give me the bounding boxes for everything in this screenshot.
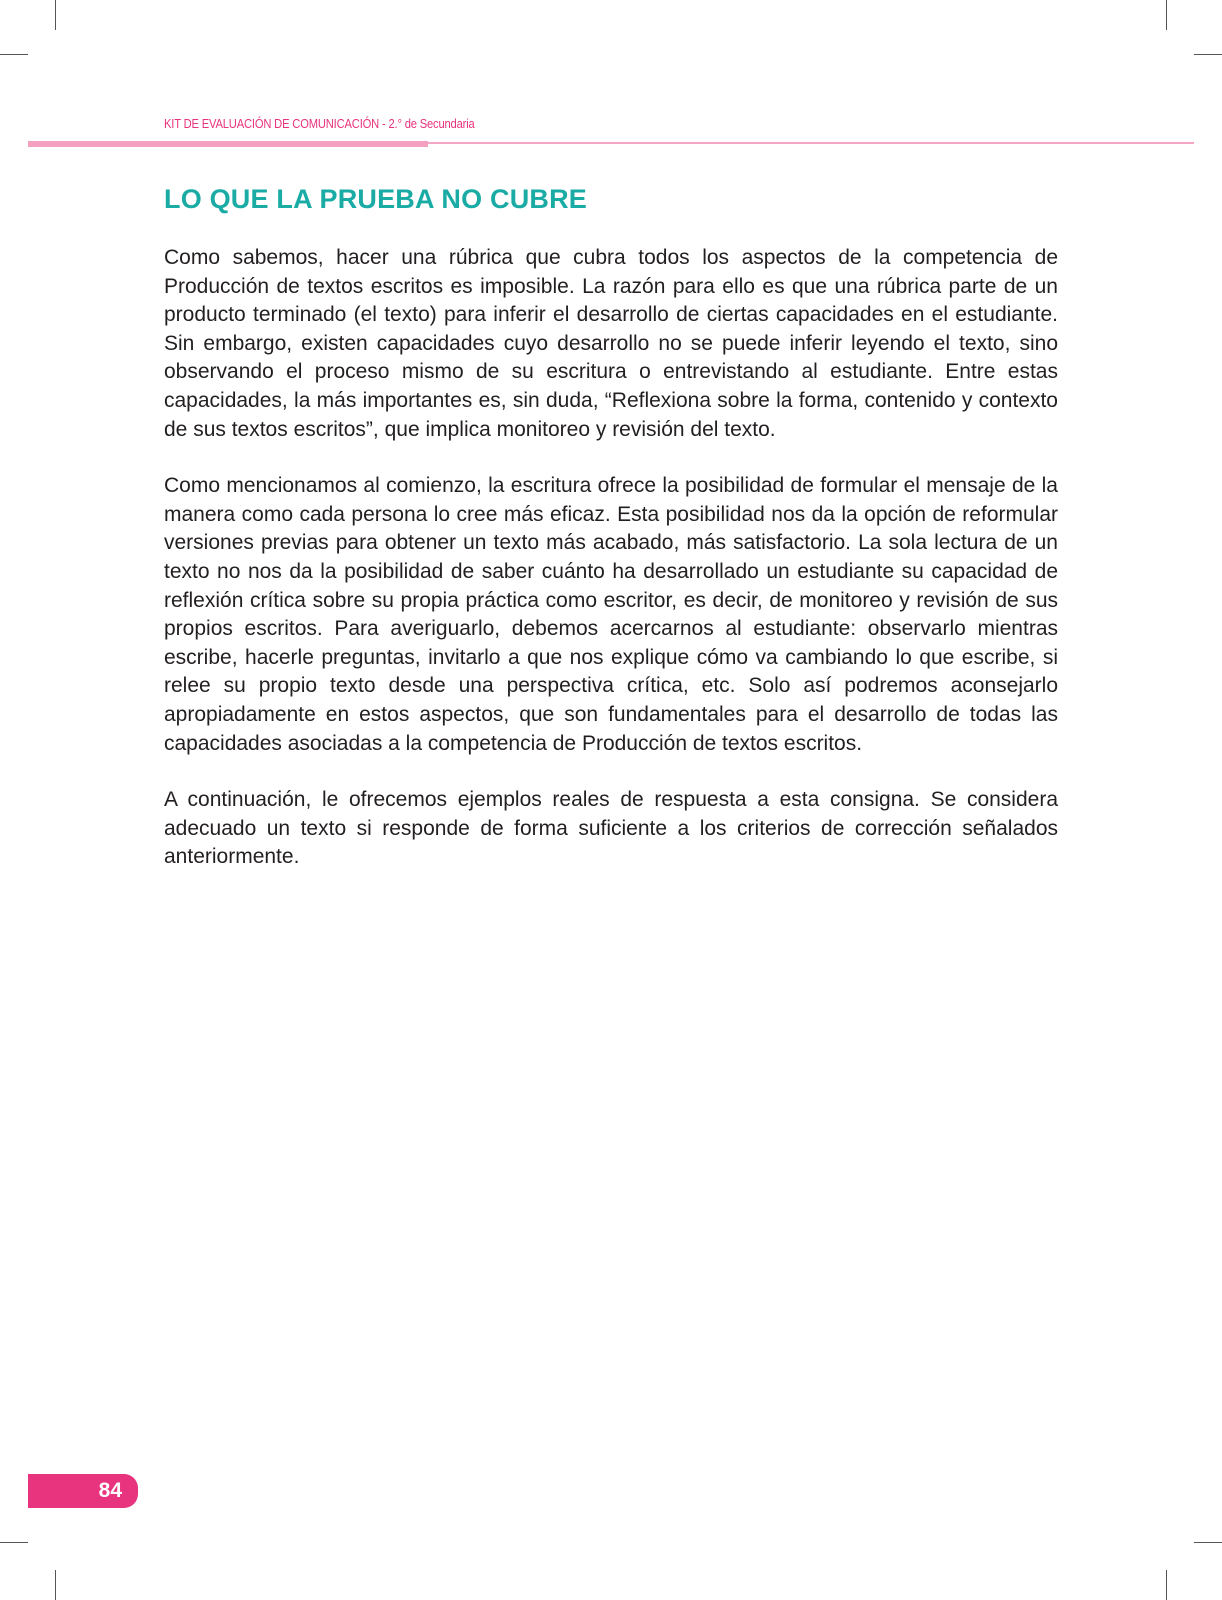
paragraph-3: A continuación, le ofrecemos ejemplos reales de respuesta a esta consigna. Se considera adecuado un texto si responde de forma suficiente a los criterios de corrección señalados anteriormente. xyxy=(164,788,1058,869)
crop-mark-bottom-right xyxy=(1166,1570,1167,1600)
crop-mark-right-bottom xyxy=(1194,1542,1222,1543)
crop-mark-bottom-left xyxy=(55,1570,56,1600)
header-rule-accent xyxy=(28,141,428,147)
crop-mark-right-top xyxy=(1194,54,1222,55)
crop-mark-top-right xyxy=(1166,0,1167,30)
crop-mark-top-left xyxy=(55,0,56,30)
section-title: LO QUE LA PRUEBA NO CUBRE xyxy=(164,184,588,214)
page-number: 84 xyxy=(98,1479,122,1502)
paragraph-2: Como mencionamos al comienzo, la escritura ofrece la posibilidad de formular el mensaje de la manera como cada persona lo cree más eficaz. Esta posibilidad nos da la opción de reformular versiones previas para obtener un texto más acabado, más satisfactorio. La sola lectura de un texto no nos da la posibilidad de saber cuánto ha desarrollado un estudiante su capacidad de reflexión crítica sobre su propia práctica como escritor, es decir, de monitoreo y revisión de sus propios escritos. Para averiguarlo, debemos acercarnos al estudiante: observarlo mientras escribe, hacerle preguntas, invitarlo a que nos explique cómo va cambiando lo que escribe, si relee su propio texto desde una perspectiva crítica, etc. Solo así podremos aconsejarlo apropiadamente en estos aspectos, que son fundamentales para el desarrollo de todas las capacidades asociadas a la competencia de Producción de textos escritos. xyxy=(164,474,1058,755)
page-number-tab xyxy=(28,1474,138,1508)
crop-mark-left-top xyxy=(0,54,28,55)
body-text xyxy=(164,244,1058,900)
crop-mark-left-bottom xyxy=(0,1542,28,1543)
paragraph-1: Como sabemos, hacer una rúbrica que cubra todos los aspectos de la competencia de Producción de textos escritos es imposible. La razón para ello es que una rúbrica parte de un producto terminado (el texto) para inferir el desarrollo de ciertas capacidades en el estudiante. Sin embargo, existen capacidades cuyo desarrollo no se puede inferir leyendo el texto, sino observando el proceso mismo de su escritura o entrevistando al estudiante. Entre estas capacidades, la más importantes es, sin duda, “Reflexiona sobre la forma, contenido y contexto de sus textos escritos”, que implica monitoreo y revisión del texto. xyxy=(164,246,1058,441)
running-header: KIT DE EVALUACIÓN DE COMUNICACIÓN - 2.° de Secundaria xyxy=(164,116,475,131)
